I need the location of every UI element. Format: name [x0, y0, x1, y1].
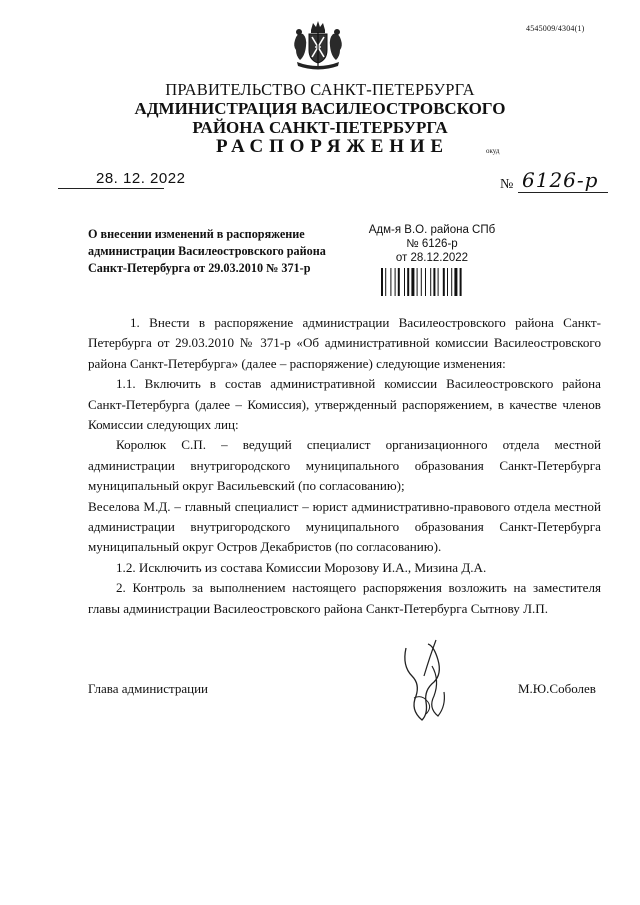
document-body	[88, 313, 601, 619]
document-subject	[88, 226, 358, 277]
barcode-bar	[460, 268, 462, 296]
barcode-bar	[451, 268, 452, 296]
barcode-bar	[407, 268, 409, 296]
barcode	[381, 268, 481, 296]
administration-title-line1: АДМИНИСТРАЦИЯ ВАСИЛЕОСТРОВСКОГО	[134, 99, 506, 118]
okud-label: окуд	[486, 147, 500, 155]
signatory-post: Глава администрации	[88, 681, 209, 696]
barcode-bar	[390, 268, 391, 296]
body-paragraph: 1. Внести в распоряжение администрации Василеостровского района Санкт-Петербурга от 29.03.2010 № 371-р «Об административной комиссии Василеостровского района Санкт-Петербурга» (далее – распоряжение) следующие изменения:	[88, 315, 601, 371]
barcode-bar	[381, 268, 383, 296]
administration-title	[0, 99, 640, 137]
barcode-bar	[417, 268, 418, 296]
number-underline	[518, 192, 608, 193]
administration-title-line2: РАЙОНА САНКТ-ПЕТЕРБУРГА	[192, 118, 448, 137]
stamp-line: от 28.12.2022	[395, 252, 469, 264]
body-paragraph: Веселова М.Д. – главный специалист – юрист административно-правового отдела местной администрации внутригородского муниципального образования Санкт-Петербурга муниципальный округ Остров Декабристов (по согласованию).	[88, 498, 601, 555]
barcode-bar	[395, 268, 396, 296]
body-paragraph: 1.2. Исключить из состава Комиссии Морозову И.А., Мизина Д.А.	[116, 559, 487, 575]
barcode-bar	[425, 268, 426, 296]
barcode-bar	[454, 268, 457, 296]
document-type: РАСПОРЯЖЕНИЕ	[216, 136, 449, 157]
handwritten-signature	[398, 636, 458, 726]
barcode-bar	[430, 268, 431, 296]
body-paragraph: 2. Контроль за выполнением настоящего распоряжения возложить на заместителя главы администрации Василеостровского района Санкт-Петербурга Сытнову Л.П.	[88, 580, 601, 616]
coat-of-arms-icon	[291, 20, 345, 70]
number-symbol: №	[500, 177, 514, 192]
barcode-bar	[433, 268, 435, 296]
subject-line: О внесении изменений в распоряжение	[88, 227, 305, 241]
document-date: 28. 12. 2022	[96, 170, 186, 187]
government-title: ПРАВИТЕЛЬСТВО САНКТ-ПЕТЕРБУРГА	[165, 80, 475, 99]
subject-line: Санкт-Петербурга от 29.03.2010 № 371-р	[88, 261, 311, 275]
stamp-line: № 6126-р	[406, 238, 458, 250]
registration-stamp	[362, 223, 502, 265]
subject-line: администрации Василеостровского района	[88, 244, 326, 258]
barcode-bar	[421, 268, 422, 296]
signatory-name: М.Ю.Соболев	[518, 681, 596, 696]
barcode-bar	[447, 268, 448, 296]
barcode-bar	[438, 268, 439, 296]
barcode-bar	[443, 268, 445, 296]
barcode-bar	[404, 268, 405, 296]
barcode-bar	[385, 268, 386, 296]
barcode-bar	[398, 268, 400, 296]
stamp-line: Адм-я В.О. района СПб	[368, 224, 496, 236]
body-paragraph: Королюк С.П. – ведущий специалист организационного отдела местной администрации внутригородского муниципального образования Санкт-Петербурга муниципальный округ Васильевский (по согласованию);	[88, 437, 601, 494]
document-number: 6126-р	[522, 168, 599, 192]
body-paragraph: 1.1. Включить в состав административной комиссии Василеостровского района Санкт-Петербурга (далее – Комиссия), утвержденный распоряжением, в качестве членов Комиссии следующих лиц:	[88, 376, 601, 433]
date-underline	[58, 188, 164, 189]
document-code: 4545009/4304(1)	[526, 24, 585, 33]
barcode-bar	[411, 268, 414, 296]
